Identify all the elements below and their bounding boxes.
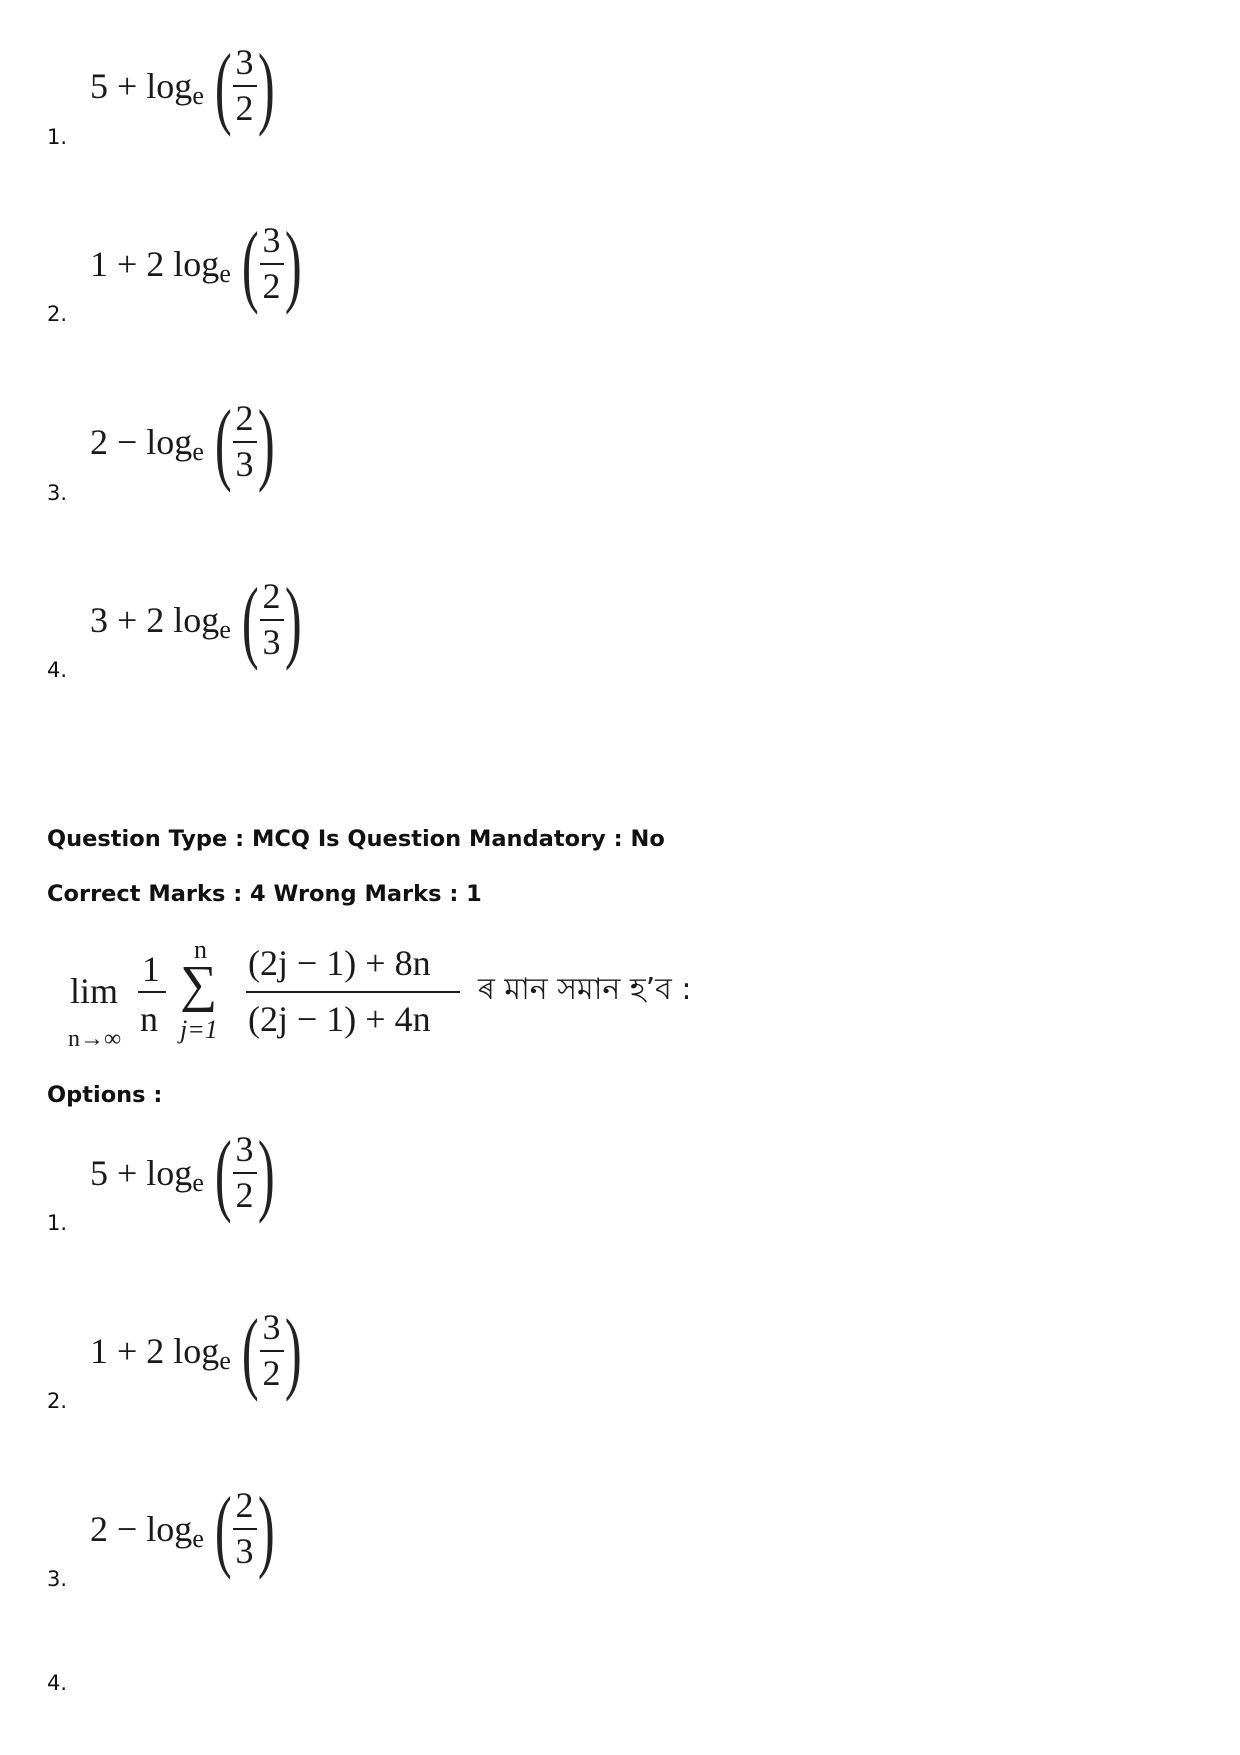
fraction-bar: [233, 1172, 257, 1174]
option-formula: [90, 1122, 281, 1224]
formula-lead: 1 + 2 log: [90, 1331, 220, 1371]
sum-upper-limit: n: [194, 935, 207, 964]
left-paren: (: [241, 1300, 259, 1402]
numerator: 2: [235, 1485, 254, 1526]
option-number: 3.: [47, 481, 68, 505]
right-paren: ): [257, 1478, 275, 1580]
option-formula: [90, 1300, 308, 1402]
fraction: [233, 1487, 257, 1571]
numerator: 3: [262, 1307, 281, 1348]
log-base: e: [192, 81, 204, 110]
fraction: [260, 1309, 284, 1393]
log-base: e: [192, 1524, 204, 1553]
main-denominator: (2j − 1) + 4n: [248, 999, 431, 1039]
right-paren: ): [284, 569, 302, 671]
sum-sign: ∑: [180, 956, 218, 1013]
right-paren: ): [284, 1300, 302, 1402]
option-number: 4.: [47, 658, 68, 682]
numerator: 2: [235, 398, 254, 439]
option-number: 1.: [47, 125, 68, 149]
main-numerator: (2j − 1) + 8n: [248, 943, 431, 983]
numerator: 3: [262, 220, 281, 261]
denominator: 2: [235, 1175, 254, 1215]
fraction: [260, 222, 284, 306]
lim-text: lim: [70, 971, 119, 1011]
left-paren: (: [214, 35, 232, 137]
right-paren: ): [257, 391, 275, 493]
marks-line: Correct Marks : 4 Wrong Marks : 1: [47, 881, 482, 907]
one-over-n-numerator: 1: [142, 949, 160, 989]
fraction: [233, 400, 257, 484]
option-number: 2.: [47, 1389, 68, 1413]
numerator: 3: [235, 42, 254, 83]
option-number: 1.: [47, 1211, 68, 1235]
one-over-n-bar: [138, 991, 166, 993]
fraction-bar: [260, 263, 284, 265]
option-number: 3.: [47, 1567, 68, 1591]
option-formula: [90, 213, 308, 315]
denominator: 2: [262, 266, 281, 306]
numerator: 3: [235, 1129, 254, 1170]
denominator: 3: [235, 444, 254, 484]
formula-lead: 3 + 2 log: [90, 600, 220, 640]
left-paren: (: [241, 213, 259, 315]
denominator: 3: [235, 1531, 254, 1571]
log-base: e: [219, 259, 231, 288]
fraction: [233, 44, 257, 128]
option-formula: [90, 1478, 281, 1580]
option-formula: [90, 391, 281, 493]
option-number: 2.: [47, 302, 68, 326]
option-number: 4.: [47, 1671, 68, 1695]
left-paren: (: [241, 569, 259, 671]
log-base: e: [219, 1346, 231, 1375]
numerator: 2: [262, 576, 281, 617]
fraction-bar: [233, 441, 257, 443]
question-tail-text: ৰ মান সমান হ’ব :: [478, 972, 692, 1007]
denominator: 3: [262, 622, 281, 662]
log-base: e: [192, 437, 204, 466]
log-base: e: [219, 615, 231, 644]
right-paren: ): [284, 213, 302, 315]
right-paren: ): [257, 1122, 275, 1224]
formula-lead: 5 + log: [90, 66, 193, 106]
formula-lead: 5 + log: [90, 1153, 193, 1193]
fraction-bar: [233, 85, 257, 87]
question-expression: [68, 935, 768, 1055]
formula-lead: 1 + 2 log: [90, 244, 220, 284]
one-over-n-denominator: n: [140, 999, 158, 1039]
option-formula: [90, 569, 308, 671]
denominator: 2: [262, 1353, 281, 1393]
left-paren: (: [214, 1478, 232, 1580]
fraction-bar: [233, 1528, 257, 1530]
fraction-bar: [260, 1350, 284, 1352]
fraction-bar: [260, 619, 284, 621]
log-base: e: [192, 1168, 204, 1197]
formula-lead: 2 − log: [90, 1509, 193, 1549]
right-paren: ): [257, 35, 275, 137]
left-paren: (: [214, 1122, 232, 1224]
formula-lead: 2 − log: [90, 422, 193, 462]
denominator: 2: [235, 88, 254, 128]
left-paren: (: [214, 391, 232, 493]
lim-subscript: n→∞: [68, 1026, 122, 1052]
question-type-line: Question Type : MCQ Is Question Mandatory : No: [47, 826, 665, 852]
options-label: Options :: [47, 1082, 163, 1108]
sum-lower-limit: j=1: [180, 1015, 218, 1044]
main-fraction-bar: [246, 991, 460, 993]
fraction: [233, 1131, 257, 1215]
option-formula: [90, 35, 281, 137]
fraction: [260, 578, 284, 662]
